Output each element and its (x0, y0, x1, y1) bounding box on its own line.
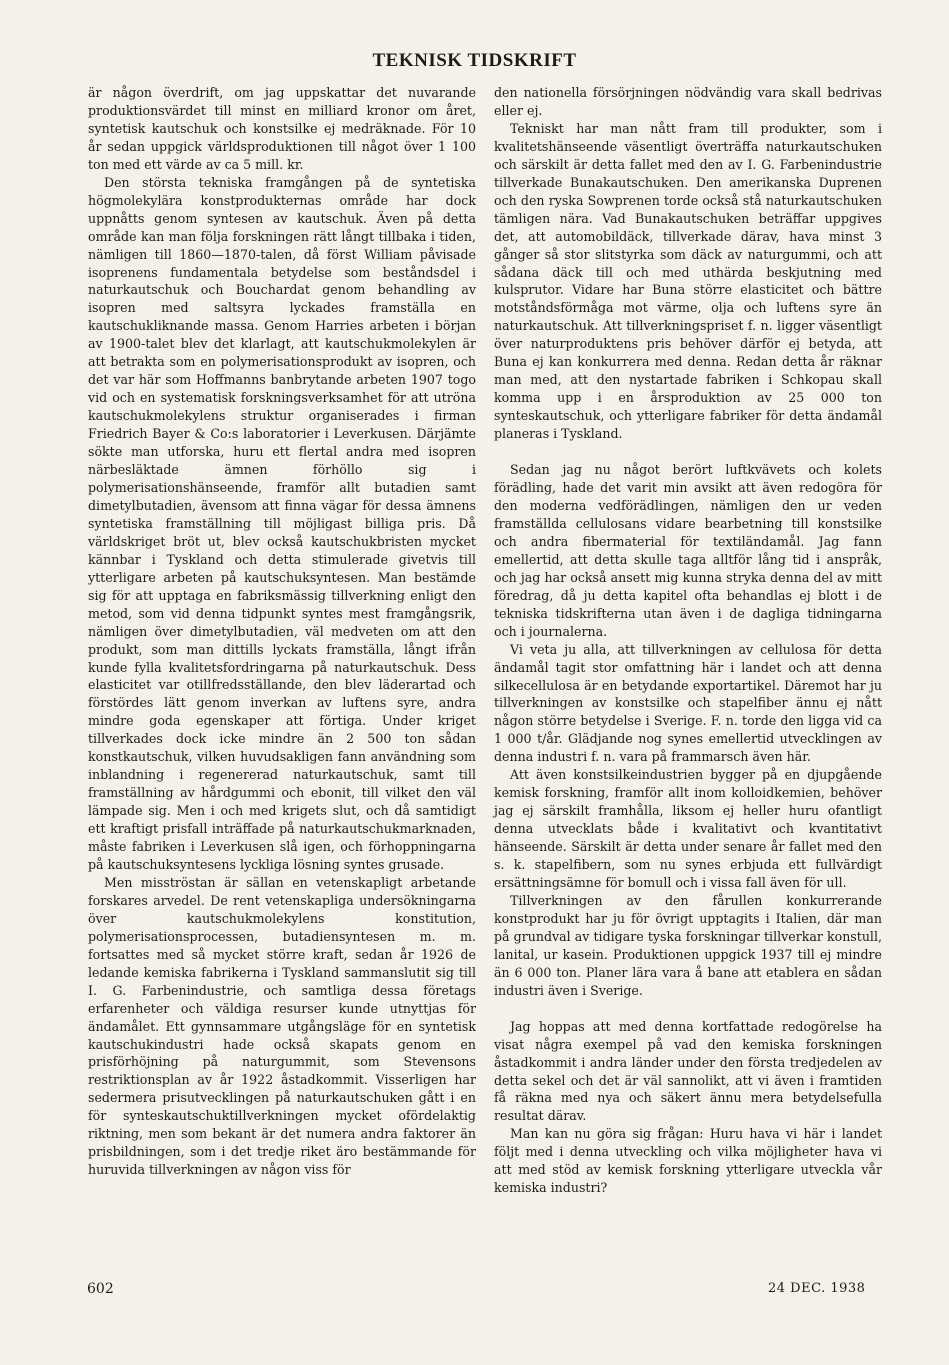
page-number: 602 (87, 1281, 114, 1297)
paragraph: Tillverkningen av den fårullen konkurrerande konstprodukt har ju för övrigt upptagits i Italien, där man på grundval av tidigare tyska forskningar tillverkar konstull, lanital, ur kasein. Produktionen uppgick 1937 till ej mindre än 6 000 ton. Planer lära vara å bane att etablera en sådan industri även i Sverige. (494, 892, 882, 998)
paragraph: Tekniskt har man nått fram till produkter, som i kvalitetshänseende väsentligt överträffa naturkautschuken och särskilt är detta fallet med den av I. G. Farbenindustrie tillverkade Bunakautschuken. Den amerikanska Duprenen och den ryska Sowprenen torde också stå naturkautschuken tämligen nära. Vad Bunakautschuken beträffar uppgives det, att automobildäck, tillverkade därav, hava minst 3 gånger så stor slitstyrka som däck av naturgummi, och att sådana däck till och med uthärda beskjutning med kulsprutor. Vidare har Buna större elasticitet och bättre motståndsförmåga mot värme, olja och luftens syre än naturkautschuk. Att tillverkningspriset f. n. ligger väsentligt över naturproduktens pris behöver därför ej betyda, att Buna ej kan konkurrera med denna. Redan detta år räknar man med, att den nystartade fabriken i Schkopau skall komma upp i en årsproduktion av 25 000 ton synteskautschuk, och ytterligare fabriker för detta ändamål planeras i Tyskland. (494, 120, 882, 442)
left-column (88, 84, 476, 1179)
paragraph: Jag hoppas att med denna kortfattade redogörelse ha visat några exempel på vad den kemiska forskningen åstadkommit i andra länder under den första tredjedelen av detta sekel och det är väl sannolikt, att vi även i framtiden få räkna med nya och säkert ännu mera betydelsefulla resultat därav. (494, 1018, 882, 1124)
paragraph: Man kan nu göra sig frågan: Huru hava vi här i landet följt med i denna utveckling och vilka möjligheter hava vi att med stöd av kemisk forskning ytterligare utveckla vår kemiska industri? (494, 1126, 882, 1196)
paragraph: är någon överdrift, om jag uppskattar det nuvarande produktionsvärdet till minst en milliard kronor om året, syntetisk kautschuk och konstsilke ej medräknade. För 10 år sedan uppgick världsproduktionen till något över 1 100 ton med ett värde av ca 5 mill. kr. (88, 85, 476, 172)
right-column (494, 84, 882, 1197)
paragraph: den nationella försörjningen nödvändig vara skall bedrivas eller ej. (494, 85, 882, 118)
paragraph: Men misströstan är sällan en vetenskapligt arbetande forskares arvedel. De rent vetenskapliga undersökningarna över kautschukmolekylens konstitution, polymerisationsprocessen, butadiensyntesen m. m. fortsattes med så mycket större kraft, sedan år 1926 de ledande kemiska fabrikerna i Tyskland sammanslutit sig till I. G. Farbenindustrie, och samtliga dessa företags erfarenheter och väldiga resurser kunde utnyttjas för ändamålet. Ett gynnsammare utgångsläge för en syntetisk kautschukindustri hade också skapats genom en prisförhöjning på naturgummit, som Stevensons restriktionsplan av år 1922 åstadkommit. Visserligen har sedermera prisutvecklingen på naturkautschuken gått i en för synteskautschuktillverkningen mycket ofördelaktig riktning, men som bekant är det numera andra faktorer än prisbildningen, som i det tredje riket äro bestämmande för huruvida tillverkningen av någon viss för (88, 874, 476, 1178)
paragraph: Att även konstsilkeindustrien bygger på en djupgående kemisk forskning, framför allt inom kolloidkemien, behöver jag ej särskilt framhålla, liksom ej heller huru ofantligt denna utvecklats både i kvalitativt och kvantitativt hänseende. Särskilt är detta under senare år fallet med den s. k. stapelfibern, som nu synes erbjuda ett fullvärdigt ersättningsämne för bomull och i vissa fall även för ull. (494, 767, 882, 890)
journal-title: TEKNISK TIDSKRIFT (372, 50, 577, 71)
issue-date: 24 DEC. 1938 (768, 1281, 866, 1296)
paragraph: Vi veta ju alla, att tillverkningen av cellulosa för detta ändamål tagit stor omfattning här i landet och att denna silkecellulosa är en betydande exportartikel. Däremot har ju tillverkningen av konstsilke och stapelfiber ännu ej nått någon större betydelse i Sverige. F. n. torde den ligga vid ca 1 000 t/år. Glädjande nog synes emellertid utvecklingen av denna industri f. n. vara på frammarsch även här. (494, 641, 882, 765)
paragraph: Den största tekniska framgången på de syntetiska högmolekylära konstprodukternas område har dock uppnåtts genom syntesen av kautschuk. Även på detta område kan man följa forskningen rätt långt tillbaka i tiden, nämligen till 1860—1870-talen, då först William påvisade isoprenens fundamentala betydelse som beståndsdel i naturkautschuk och Bouchardat genom behandling av isopren med saltsyra lyckades framställa en kautschukliknande massa. Genom Harries arbeten i början av 1900-talet blev det klarlagt, att kautschukmolekylen är att betrakta som en polymerisationsprodukt av isopren, och det var här som Hoffmanns banbrytande arbeten 1907 togo vid och en systematisk forskningsverksamhet för att utröna kautschukmolekylens struktur organiserades i firman Friedrich Bayer & Co:s laboratorier i Leverkusen. Därjämte sökte man utforska, huru ett flertal andra med isopren närbesläktade ämnen förhöllo sig i polymerisationshänseende, framför allt butadien samt dimetylbutadien, ävensom att finna vägar för dessa ämnens syntetiska framställning till möjligast billiga pris. Då världskriget bröt ut, blev också kautschukbristen mycket kännbar i Tyskland och detta stimulerade givetvis till ytterligare arbeten på kautschuksyntesen. Man bestämde sig för att upptaga en fabriksmässig tillverkning enligt den metod, som vid denna tidpunkt syntes mest framgångsrik, nämligen över dimetylbutadien, väl medveten om att den produkt, som man dittills lyckats framställa, långt ifrån kunde fylla kvalitetsfordringarna på naturkautschuk. Dess elasticitet var otillfredsställande, den blev läderartad och förstördes lätt genom inverkan av luftens syre, andra mindre goda egenskaper att förtiga. Under kriget tillverkades dock icke mindre än 2 500 ton sådan konstkautschuk, vilken huvudsakligen fann användning som inblandning i regenererad naturkautschuk, samt till framställning av hårdgummi och ebonit, till vilket den väl lämpade sig. Men i och med krigets slut, och då samtidigt ett kraftigt prisfall inträffade på naturkautschukmarknaden, måste fabriken i Leverkusen slå igen, och förhoppningarna på kautschuksyntesens lyckliga lösning syntes grusade. (88, 174, 476, 872)
paragraph: Sedan jag nu något berört luftkvävets och kolets förädling, hade det varit min avsikt att även redogöra för den moderna vedförädlingen, nämligen den ur veden framställda cellulosans vidare bearbetning till konstsilke och andra fibermaterial för textiländamål. Jag fann emellertid, att detta skulle taga alltför lång tid i anspråk, och jag har också ansett mig kunna stryka denna del av mitt föredrag, då ju detta kapitel ofta behandlas ej blott i de tekniska tidskrifterna utan även i de dagliga tidningarna och i journalerna. (494, 462, 882, 639)
